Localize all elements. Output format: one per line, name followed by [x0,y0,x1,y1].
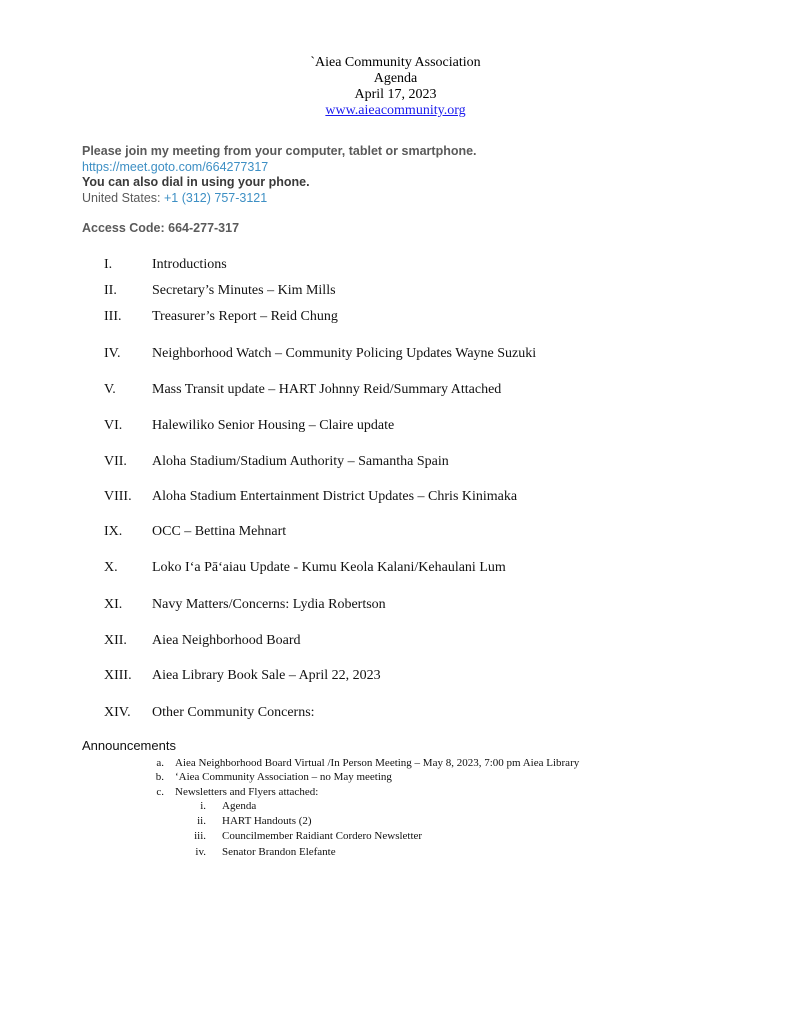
subitem-text: Agenda [222,800,257,812]
agenda-number: VII. [104,454,127,469]
announcement-marker: b. [155,771,164,783]
agenda-text: Aiea Neighborhood Board [152,633,301,648]
subitem-marker: i. [200,800,206,812]
agenda-number: III. [104,309,122,324]
agenda-text: Aloha Stadium Entertainment District Updates – Chris Kinimaka [152,489,518,504]
agenda-number: V. [104,382,116,397]
agenda-text: Secretary’s Minutes – Kim Mills [152,283,336,298]
announcement-text: Newsletters and Flyers attached: [175,786,319,798]
access-code: Access Code: 664-277-317 [82,221,240,235]
subitem-marker: iv. [195,846,206,858]
announcements-heading: Announcements [82,738,176,753]
dial-in-text: You can also dial in using your phone. [82,175,310,189]
country-label: United States: [82,190,164,205]
agenda-number: X. [104,560,118,575]
announcement-text: Aiea Neighborhood Board Virtual /In Person Meeting – May 8, 2023, 7:00 pm Aiea Library [175,757,580,769]
agenda-number: XIII. [104,668,132,683]
agenda-text: Neighborhood Watch – Community Policing Updates Wayne Suzuki [152,346,537,361]
organization-name: `Aiea Community Association [310,55,481,70]
subitem-text: HART Handouts (2) [222,815,312,827]
agenda-number: VIII. [104,489,132,504]
meeting-invite: Please join my meeting from your computer, tablet or smartphone. [82,144,477,158]
agenda-number: XII. [104,633,127,648]
meeting-link[interactable]: https://meet.goto.com/664277317 [82,159,269,174]
subitem-marker: iii. [194,830,206,842]
agenda-text: Introductions [152,257,227,272]
website-link[interactable]: www.aieacommunity.org [325,103,466,118]
document-header [0,55,791,119]
announcement-text: ‘Aiea Community Association – no May meeting [175,771,392,783]
document-title: Agenda [373,71,418,86]
agenda-text: Treasurer’s Report – Reid Chung [152,309,338,324]
agenda-text: Mass Transit update – HART Johnny Reid/Summary Attached [152,382,502,397]
agenda-number: II. [104,283,117,298]
agenda-text: Halewiliko Senior Housing – Claire update [152,418,395,433]
phone-line [82,191,477,207]
subitem-text: Senator Brandon Elefante [222,846,336,858]
agenda-text: Other Community Concerns: [152,705,315,720]
agenda-text: Navy Matters/Concerns: Lydia Robertson [152,597,386,612]
phone-number[interactable]: +1 (312) 757-3121 [164,190,268,205]
agenda-number: VI. [104,418,123,433]
agenda-text: OCC – Bettina Mehnart [152,524,287,539]
agenda-text: Aloha Stadium/Stadium Authority – Samantha Spain [152,454,449,469]
agenda-text: Loko Iʻa Pāʻaiau Update - Kumu Keola Kalani/Kehaulani Lum [152,560,506,575]
announcement-marker: a. [156,757,164,769]
agenda-number: IX. [104,524,123,539]
meeting-date: April 17, 2023 [354,87,437,102]
meeting-info [82,144,477,237]
announcement-marker: c. [156,786,164,798]
agenda-text: Aiea Library Book Sale – April 22, 2023 [152,668,381,683]
agenda-number: XI. [104,597,123,612]
subitem-marker: ii. [197,815,206,827]
subitem-text: Councilmember Raidiant Cordero Newsletter [222,830,423,842]
agenda-number: I. [104,257,113,272]
agenda-number: XIV. [104,705,131,720]
agenda-number: IV. [104,346,121,361]
